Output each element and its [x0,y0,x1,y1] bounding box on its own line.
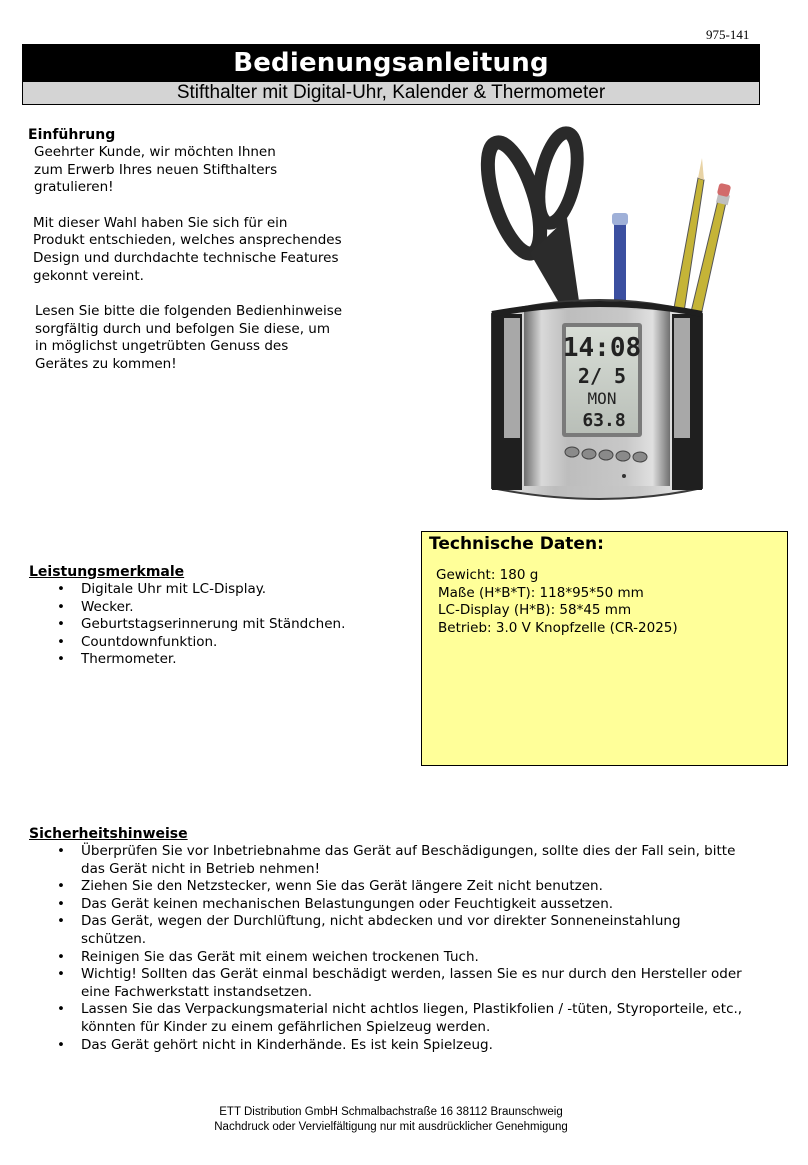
technical-data-heading: Technische Daten: [429,534,604,554]
safety-section [29,826,749,1054]
list-item: • Ziehen Sie den Netzstecker, wenn Sie das Gerät längere Zeit nicht benutzen. [29,878,749,896]
product-image [452,118,752,518]
safety-list [29,843,749,1054]
tech-dimensions: Maße (H*B*T): 118*95*50 mm [438,584,644,601]
list-item: • Geburtstagserinnerung mit Ständchen. [29,616,345,634]
footer-company: ETT Distribution GmbH Schmalbachstraße 16 38112 Braunschweig [219,1106,563,1118]
intro-paragraph-choice: Mit dieser Wahl haben Sie sich für ein Produkt entschieden, welches ansprechendes Design und durchdachte technische Features gekonnt vereint. [33,214,342,284]
features-heading: Leistungsmerkmale [29,564,185,580]
tech-power: Betrieb: 3.0 V Knopfzelle (CR-2025) [438,619,678,636]
intro-paragraph-greeting: Geehrter Kunde, wir möchten Ihnen zum Erwerb Ihres neuen Stifthalters gratulieren! [34,144,278,196]
intro-heading: Einführung [28,127,116,143]
pencils-illustration [674,158,731,320]
document-number: 975-141 [706,27,750,42]
tech-display-size: LC-Display (H*B): 58*45 mm [438,602,632,619]
list-item: • Thermometer. [29,651,345,669]
features-section [29,564,345,669]
list-item: • Das Gerät keinen mechanischen Belastungungen oder Feuchtigkeit aussetzen. [29,896,749,914]
lcd-date: 2/ 5 [577,364,627,388]
document-title: Bedienungsanleitung [22,44,760,81]
list-item: • Countdownfunktion. [29,634,345,652]
list-item: • Das Gerät gehört nicht in Kinderhände. Es ist kein Spielzeug. [29,1037,749,1055]
lcd-day: MON [587,389,617,408]
intro-section [28,127,368,374]
technical-data-list [436,567,678,637]
scissors-illustration [477,129,584,308]
lcd-time: 14:08 [562,333,642,363]
pen-illustration [612,213,628,313]
list-item: • Wichtig! Sollten das Gerät einmal beschädigt werden, lassen Sie es nur durch den Hersteller oder eine Fachwerkstatt instandsetzen. [29,966,749,1001]
tech-weight: Gewicht: 180 g [436,567,539,583]
list-item: • Wecker. [29,599,345,617]
footer [0,1105,782,1135]
document-subtitle: Stifthalter mit Digital-Uhr, Kalender & Thermometer [22,81,760,105]
list-item: • Das Gerät, wegen der Durchlüftung, nicht abdecken und vor direkter Sonneneinstahlung schützen. [29,913,749,948]
list-item: • Lassen Sie das Verpackungsmaterial nicht achtlos liegen, Plastikfolien / -tüten, Styroporteile, etc., könnten für Kinder zu einem gefährlichen Spielzeug werden. [29,1001,749,1036]
list-item: • Reinigen Sie das Gerät mit einem weichen trockenen Tuch. [29,949,749,967]
safety-heading: Sicherheitshinweise [29,826,188,842]
features-list [29,581,345,669]
footer-copyright: Nachdruck oder Vervielfältigung nur mit ausdrücklicher Genehmigung [214,1121,568,1133]
technical-data-box [421,531,788,766]
list-item: • Überprüfen Sie vor Inbetriebnahme das Gerät auf Beschädigungen, sollte dies der Fall sein, bitte das Gerät nicht in Betrieb nehmen! [29,843,749,878]
list-item: • Digitale Uhr mit LC-Display. [29,581,345,599]
lcd-temperature: 63.8 [582,410,626,431]
intro-paragraph-instructions: Lesen Sie bitte die folgenden Bedienhinweise sorgfältig durch und befolgen Sie diese, um in möglichst ungetrübten Genuss des Gerätes zu kommen! [35,303,343,372]
